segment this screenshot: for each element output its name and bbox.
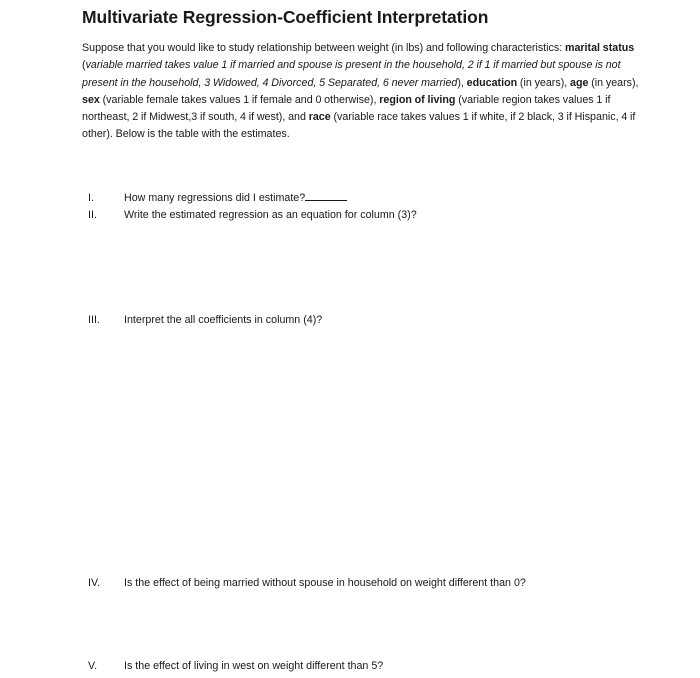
question-4 xyxy=(88,576,526,590)
intro-text: ( xyxy=(82,59,86,72)
page-title: Multivariate Regression-Coefficient Interpretation xyxy=(82,7,489,27)
term-sex: sex xyxy=(82,93,100,106)
question-1 xyxy=(88,191,347,205)
term-age: age xyxy=(570,76,589,89)
intro-text: (variable region takes values 1 if northeast, 2 if Midwest,3 if south, 4 if west), and xyxy=(82,93,611,124)
term-education: education xyxy=(466,76,518,89)
question-text: Is the effect of living in west on weight different than 5? xyxy=(124,660,384,672)
answer-blank[interactable] xyxy=(305,191,347,201)
question-5 xyxy=(88,659,383,673)
question-3 xyxy=(88,313,322,327)
question-number: II. xyxy=(88,209,97,221)
intro-text: ), xyxy=(457,76,467,89)
intro-paragraph xyxy=(82,40,642,144)
question-text: Write the estimated regression as an equation for column (3)? xyxy=(124,209,417,221)
intro-text: Suppose that you would like to study relationship between weight (in lbs) and following characteristics: xyxy=(82,42,565,54)
question-number: IV. xyxy=(88,577,101,589)
term-region-of-living: region of living xyxy=(379,93,456,106)
intro-text: (in years), xyxy=(588,76,639,89)
intro-text: (variable race takes values 1 if white, if 2 black, 3 if Hispanic, 4 if other). Below is the table with the estimates. xyxy=(82,111,636,141)
term-marital-status: marital status xyxy=(564,42,635,54)
question-text: Is the effect of being married without spouse in household on weight different than 0? xyxy=(124,577,526,589)
term-race: race xyxy=(308,111,331,124)
question-2 xyxy=(88,208,417,222)
question-text: Interpret the all coefficients in column (4)? xyxy=(124,314,323,326)
question-number: I. xyxy=(88,192,94,204)
marital-status-definition: variable married takes value 1 if married and spouse is present in the household, 2 if 1 if married but spouse is not present in the household, 3 Widowed, 4 Divorced, 5 Separated, 6 never married xyxy=(82,59,621,89)
intro-text: (variable female takes values 1 if female and 0 otherwise), xyxy=(99,93,380,106)
question-number: III. xyxy=(88,314,100,326)
intro-text: (in years), xyxy=(517,76,571,89)
question-number: V. xyxy=(88,660,98,672)
question-text: How many regressions did I estimate? xyxy=(124,192,306,204)
